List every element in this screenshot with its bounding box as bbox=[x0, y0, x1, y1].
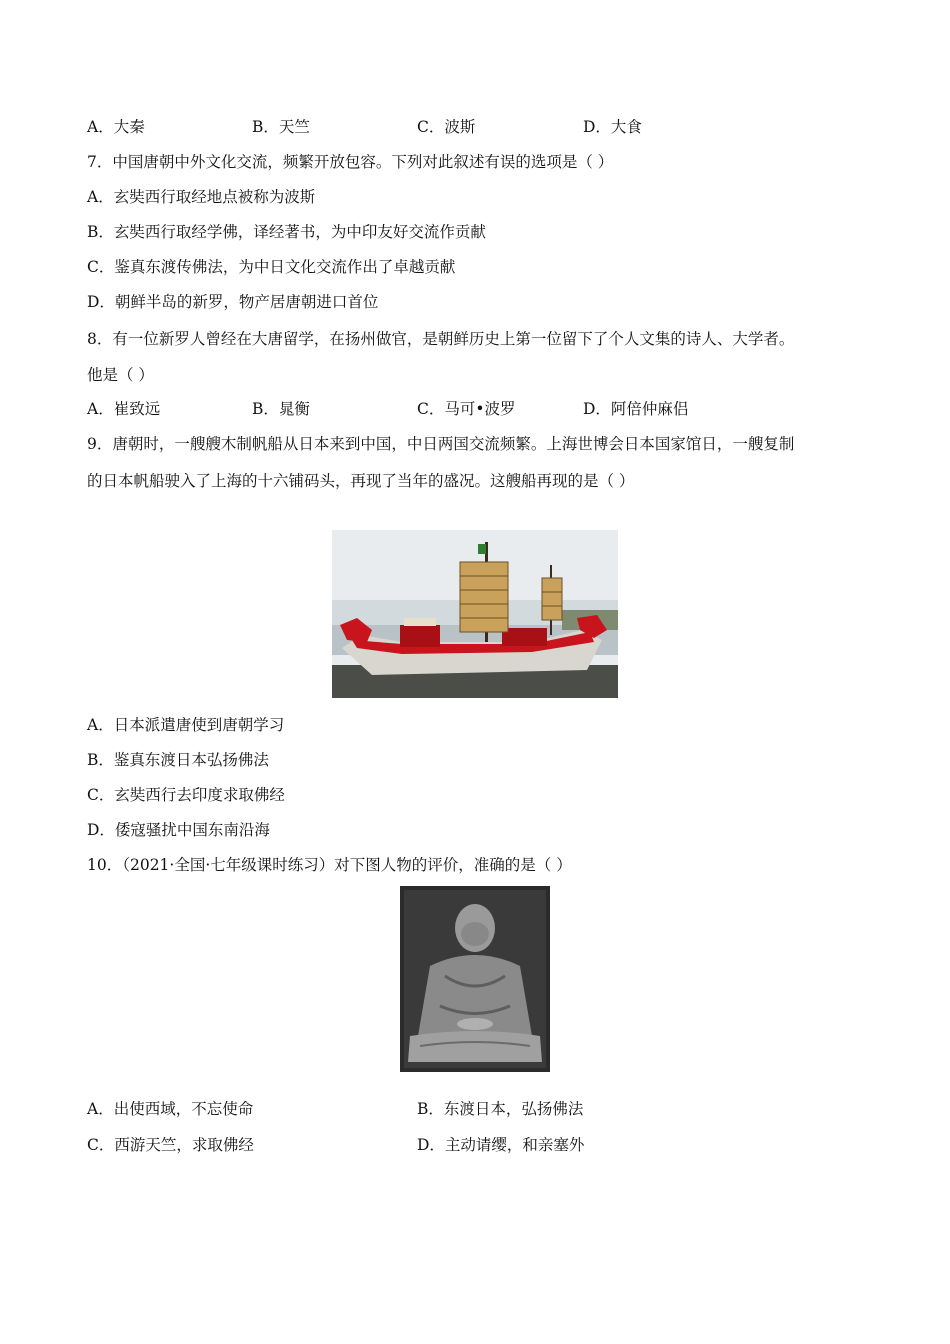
q7-option-a: A．玄奘西行取经地点被称为波斯 bbox=[87, 188, 316, 206]
q8-option-b: B．晁衡 bbox=[252, 400, 310, 418]
q10-option-a: A．出使西域，不忘使命 bbox=[87, 1100, 254, 1118]
q8-stem-line1: 8．有一位新罗人曾经在大唐留学，在扬州做官，是朝鲜历史上第一位留下了个人文集的诗人、大学者。 bbox=[87, 330, 795, 348]
q7-option-b: B．玄奘西行取经学佛，译经著书，为中印友好交流作贡献 bbox=[87, 223, 486, 241]
q6-option-d: D．大食 bbox=[583, 118, 642, 136]
monk-statue-photo bbox=[400, 886, 550, 1072]
q9-option-c: C．玄奘西行去印度求取佛经 bbox=[87, 786, 285, 804]
q8-option-d: D．阿倍仲麻侣 bbox=[583, 400, 689, 418]
q9-option-d: D．倭寇骚扰中国东南沿海 bbox=[87, 821, 270, 839]
q7-option-c: C．鉴真东渡传佛法，为中日文化交流作出了卓越贡献 bbox=[87, 258, 456, 276]
q7-stem: 7．中国唐朝中外文化交流，频繁开放包容。下列对此叙述有误的选项是（ ） bbox=[87, 153, 614, 171]
q6-option-b: B．天竺 bbox=[252, 118, 310, 136]
q8-option-a: A．崔致远 bbox=[87, 400, 161, 418]
q6-option-c: C．波斯 bbox=[417, 118, 476, 136]
q8-stem-line2: 他是（ ） bbox=[87, 366, 154, 384]
q6-option-a: A．大秦 bbox=[87, 118, 145, 136]
q8-option-c: C．马可•波罗 bbox=[417, 400, 516, 418]
ship-photo bbox=[332, 530, 618, 698]
q7-option-d: D．朝鲜半岛的新罗，物产居唐朝进口首位 bbox=[87, 293, 379, 311]
q10-option-c: C．西游天竺，求取佛经 bbox=[87, 1136, 254, 1154]
q9-stem-line2: 的日本帆船驶入了上海的十六铺码头，再现了当年的盛况。这艘船再现的是（ ） bbox=[87, 472, 635, 490]
q9-stem-line1: 9．唐朝时，一艘艘木制帆船从日本来到中国，中日两国交流频繁。上海世博会日本国家馆日，一艘复制 bbox=[87, 435, 795, 453]
q9-option-b: B．鉴真东渡日本弘扬佛法 bbox=[87, 751, 269, 769]
q10-stem: 10．（2021·全国·七年级课时练习）对下图人物的评价，准确的是（ ） bbox=[87, 856, 572, 874]
q9-option-a: A．日本派遣唐使到唐朝学习 bbox=[87, 716, 285, 734]
q10-option-d: D．主动请缨，和亲塞外 bbox=[417, 1136, 585, 1154]
q10-option-b: B．东渡日本，弘扬佛法 bbox=[417, 1100, 584, 1118]
